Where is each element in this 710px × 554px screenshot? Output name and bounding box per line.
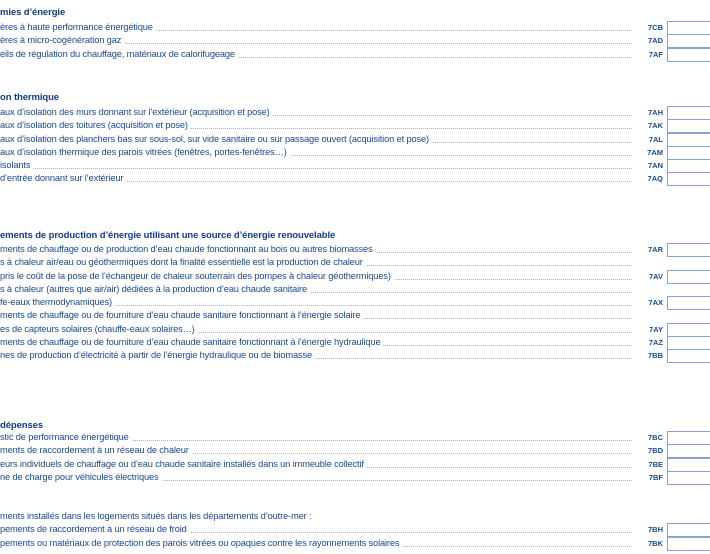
line-label: eils de régulation du chauffage, matériaux de calorifugeage [0, 48, 238, 61]
amount-input-box[interactable] [667, 444, 710, 458]
box-code: 7BE [645, 458, 663, 472]
form-line [0, 270, 710, 283]
form-line [0, 458, 710, 471]
amount-input-box[interactable] [667, 349, 710, 363]
section-title: dépenses [0, 420, 44, 431]
box-code: 7BH [645, 523, 663, 537]
amount-input-box[interactable] [667, 471, 710, 485]
line-label: pris le coût de la pose de l’échangeur de chaleur souterrain des pompes à chaleur géothermiques) [0, 270, 394, 283]
amount-input-box[interactable] [667, 21, 710, 35]
form-line [0, 309, 710, 322]
form-line [0, 537, 710, 550]
box-code: 7AD [645, 34, 663, 48]
amount-input-box[interactable] [667, 106, 710, 120]
leader-dots [0, 168, 632, 169]
line-label: aux d’isolation des planchers bas sur sous-sol, sur vide sanitaire ou sur passage ouvert (acquisition et pose) [0, 133, 432, 146]
amount-input-box[interactable] [667, 48, 710, 62]
form-line [0, 336, 710, 349]
box-code: 7BB [645, 349, 663, 363]
line-label: d’entrée donnant sur l’extérieur [0, 172, 126, 185]
amount-input-box[interactable] [667, 34, 710, 48]
line-label: aux d’isolation des murs donnant sur l’extérieur (acquisition et pose) [0, 106, 273, 119]
form-line [0, 296, 710, 309]
box-code: 7BF [646, 471, 663, 485]
box-code: 7CB [645, 21, 663, 35]
box-code: 7AL [646, 133, 663, 147]
amount-input-box[interactable] [667, 336, 710, 350]
amount-input-box[interactable] [667, 537, 710, 551]
box-code: 7BD [645, 444, 663, 458]
box-code: 7BC [645, 431, 663, 445]
line-label: ments installés dans les logements situés dans les départements d’outre-mer : [0, 510, 314, 523]
amount-input-box[interactable] [667, 133, 710, 147]
box-code: 7AQ [645, 172, 663, 186]
form-line [0, 48, 710, 61]
line-label: nes de production d’électricité à partir de l’énergie hydraulique ou de biomasse [0, 349, 315, 362]
form-line [0, 106, 710, 119]
line-label: ères à micro-cogénération gaz [0, 34, 124, 47]
box-code: 7AR [645, 243, 663, 257]
form-line [0, 34, 710, 47]
form-line [0, 133, 710, 146]
box-code: 7AX [645, 296, 663, 310]
line-label: aux d’isolation des toitures (acquisition et pose) [0, 119, 191, 132]
line-label: stic de performance énergétique [0, 431, 132, 444]
line-label: fe-eaux thermodynamiques) [0, 296, 115, 309]
amount-input-box[interactable] [667, 523, 710, 537]
section-title: ements de production d’énergie utilisant une source d’énergie renouvelable [0, 230, 336, 241]
line-label: ères à haute performance énergétique [0, 21, 156, 34]
line-label: ments de chauffage ou de fourniture d’eau chaude sanitaire fonctionnant à l’énergie hydraulique [0, 336, 383, 349]
box-code: 7AK [645, 119, 663, 133]
amount-input-box[interactable] [667, 119, 710, 133]
amount-input-box[interactable] [667, 458, 710, 472]
form-line [0, 283, 710, 296]
form-line [0, 256, 710, 269]
box-code: 7AY [646, 323, 663, 337]
amount-input-box[interactable] [667, 296, 710, 310]
amount-input-box[interactable] [667, 270, 710, 284]
line-label: pements de raccordement à un réseau de froid [0, 523, 190, 536]
form-line [0, 172, 710, 185]
line-label: ments de chauffage ou de fourniture d’eau chaude sanitaire fonctionnant à l’énergie solaire [0, 309, 363, 322]
section-title: on thermique [0, 92, 59, 103]
line-label: es de capteurs solaires (chauffe-eaux solaires…) [0, 323, 198, 336]
line-label: ments de chauffage ou de production d’eau chaude fonctionnant au bois ou autres biomasses [0, 243, 376, 256]
line-label: s à chaleur (autres que air/air) dédiées à la production d’eau chaude sanitaire [0, 283, 310, 296]
form-line [0, 471, 710, 484]
box-code: 7AN [645, 159, 663, 173]
form-line [0, 349, 710, 362]
box-code: 7AF [646, 48, 663, 62]
form-line [0, 323, 710, 336]
line-label: ne de charge pour véhicules électriques [0, 471, 162, 484]
form-line [0, 243, 710, 256]
box-code: 7AH [645, 106, 663, 120]
box-code: 7BK [645, 537, 663, 551]
line-label: isolants [0, 159, 33, 172]
line-label: pements ou matériaux de protection des parois vitrées ou opaques contre les rayonnements solaires [0, 537, 402, 550]
amount-input-box[interactable] [667, 172, 710, 186]
form-line [0, 159, 710, 172]
box-code: 7AZ [646, 336, 663, 350]
line-label: eurs individuels de chauffage ou d’eau chaude sanitaire installés dans un immeuble collectif [0, 458, 367, 471]
form-line [0, 431, 710, 444]
amount-input-box[interactable] [667, 431, 710, 445]
form-line [0, 119, 710, 132]
form-line [0, 21, 710, 34]
section-title: mies d’énergie [0, 7, 66, 18]
box-code: 7AM [644, 146, 663, 160]
amount-input-box[interactable] [667, 243, 710, 257]
form-line [0, 444, 710, 457]
amount-input-box[interactable] [667, 146, 710, 160]
form-line [0, 510, 710, 523]
amount-input-box[interactable] [667, 323, 710, 337]
line-label: ments de raccordement à un réseau de chaleur [0, 444, 192, 457]
line-label: s à chaleur air/eau ou géothermiques dont la finalité essentielle est la production de chaleur [0, 256, 366, 269]
box-code: 7AV [646, 270, 663, 284]
line-label: aux d’isolation thermique des parois vitrées (fenêtres, portes-fenêtres…) [0, 146, 290, 159]
amount-input-box[interactable] [667, 159, 710, 173]
form-line [0, 523, 710, 536]
form-line [0, 146, 710, 159]
